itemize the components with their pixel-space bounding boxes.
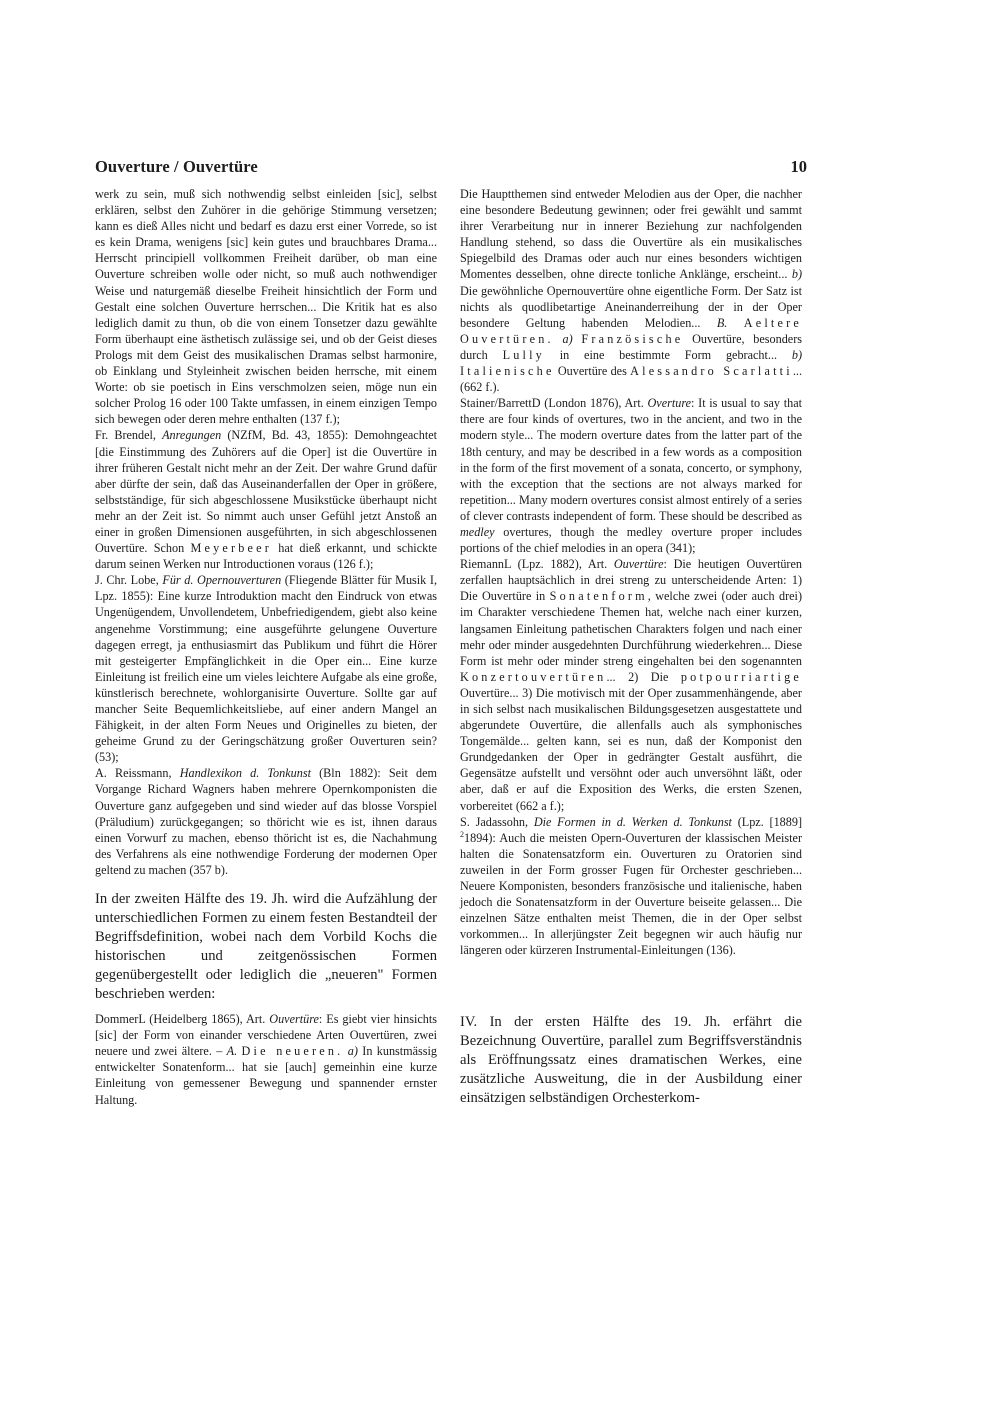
body-paragraph-section-iv: IV. In der ersten Hälfte des 19. Jh. erfährt die Bezeichnung Ouvertüre, parallel zum Begriffsverständnis als Eröffnungssatz eines dramatischen Werkes, eine zusätzliche Ausweitung, die in der Ausbildung einer einsätzigen selbständigen Orchesterkom- bbox=[460, 1013, 802, 1106]
citation-text: Die gewöhnliche Opernouvertüre ohne eigentliche Form. Der Satz ist nichts als quodlibetartige Aneinanderreihung der in der Oper besondere Geltung habenden Melodien... bbox=[460, 283, 802, 330]
spaced-term: Konzertouvertüren bbox=[460, 669, 607, 684]
citation-text: in eine bestimmte Form gebracht... bbox=[544, 347, 792, 362]
citation-text: hat dieß erkannt, und schickte darum seinen Werken nur Introductionen voraus (126 f.); bbox=[95, 541, 437, 572]
citation-text: ... 2) Die bbox=[606, 669, 681, 684]
citation-work: Für d. Opernouverturen bbox=[162, 573, 282, 588]
item-marker: a) bbox=[562, 331, 573, 346]
section-letter: A. bbox=[226, 1044, 238, 1059]
citation-text: , welche zwei (oder auch drei) im Charakter verschiedene Themen hat, welche nach einer kurzen, langsamen Einleitung pathetischen Charakters folgen und nach einer mehr oder minder ausgedehnten Durchführung wiederkehren... Diese Form ist mehr oder minder streng eingehalten bei den sogenannten bbox=[460, 589, 803, 668]
citation-text: (Fliegende Blätter für Musik I, Lpz. 1855): Eine kurze Introduktion macht den Eindruck von etwas Ungenügendem, Unvollendetem, Unbefriedigendem, giebt also keine angenehme Vorstimmung; eine ausgeführte gelungene Ouverture dagegen erregt, ja enthusiasmirt das Publikum und führt die Hörer mit gesteigerter Empfänglichkeit in die Oper ein... Eine kurze Einleitung ist freilich eine um vieles leichtere Aufgabe als eine große, künstlerisch berechnete, wohlorganisirte Ouverture. Sollte gar auf mancher Seite Bequemlichkeitsliebe, auf einer andern Mangel an Fähigkeit, in der alten Form Neues und Originelles zu bieten, der geheime Grund zu der Geringschätzung großer Ouverturen sein? (53); bbox=[95, 573, 437, 765]
citation-text: (Lpz. [1889] bbox=[731, 814, 803, 829]
citation-text: : Es giebt vier hinsichts [sic] der Form von einander verschiedene Arten Ouvertüren, zwei neuere und zwei ältere. – bbox=[95, 1012, 437, 1059]
citation-author: DommerL (Heidelberg 1865), Art. bbox=[95, 1012, 270, 1027]
citation-dommer bbox=[95, 1011, 437, 1108]
citation-work: Anregungen bbox=[162, 428, 222, 443]
citation-dommer-continued bbox=[460, 186, 802, 395]
quote-text: werk zu sein, muß sich nothwendig selbst einleiden [sic], selbst erklären, selbst den Zuhörer in die gehörige Stimmung versetzen; kann es dieß Alles nicht und bedarf es dazu erst einer Vorrede, so ist es kein Drama, wenigens [sic] kein gutes und brauchbares Drama... Herrscht principiell vollkommen Freiheit darüber, ob man eine Ouverture schreiben wolle oder nicht, so muß auch nothwendiger Weise und naturgemäß dieselbe Freiheit hinsichtlich der Form und Gestalt eine solchen Ouverture herrschen... Die Kritik hat es also lediglich damit zu thun, ob die von einem Tonsetzer dazu gewählte Form überhaupt eine ästhetisch zulässige sei, und ob der Geist dieses Prologs mit dem Geist des musikalischen Dramas selbst harmonire, ob Einklang und Styleinheit zwischen beiden herrsche, mit einem Worte: ob sie poetisch in Eins verschmolzen seien, möge nun ein solcher Prolog 16 oder 100 Takte umfassen, in einem einzigen Tempo sich bewegen oder deren mehre enthalten (137 f.); bbox=[95, 187, 437, 427]
left-column bbox=[95, 186, 437, 1108]
spaced-name: Lully bbox=[502, 347, 545, 362]
citation-text: ... (662 f.). bbox=[460, 364, 802, 395]
citation-text: In kunstmässig entwickelter Sonatenform... hat sie [auch] gemeinhin eine kurze Einleitung von gemessener Bewegung und spannender ernster Haltung. bbox=[95, 1044, 438, 1107]
citation-author: J. Chr. Lobe, bbox=[95, 573, 163, 588]
citation-author: A. Reissmann, bbox=[95, 766, 180, 781]
citation-article: Overture bbox=[647, 396, 692, 411]
citation-text: overtures, though the medley overture proper includes portions of the chief melodies in an opera (341); bbox=[460, 524, 802, 556]
spaced-term: Italienische bbox=[460, 364, 555, 379]
citation-stainer bbox=[460, 395, 802, 556]
spaced-name: Alessandro Scarlatti bbox=[630, 364, 793, 379]
item-marker: b) bbox=[791, 267, 802, 282]
spaced-term: potpourriartige bbox=[680, 669, 802, 684]
item-marker: b) bbox=[791, 347, 803, 362]
page-number: 10 bbox=[790, 157, 807, 176]
citation-brendel bbox=[95, 427, 437, 572]
citation-article: Ouvertüre bbox=[613, 557, 664, 572]
citation-text: 1894): Auch die meisten Opern-Ouverturen der klassischen Meister halten die Sonatensatzform ein. Ouverturen zu Oratorien sind zuweilen in der Form grosser Fugen für Orchester geschrieben... Neuere Komponisten, besonders französische und italienische, haben jedoch die Sonatensatzform in der Ouverture beiseite gelassen... Die einzelnen Sätze enthalten meist Themen, die in der Oper selbst vorkommen... In allerjüngster Zeit begegnen wir auch häufig nur längeren oder kürzeren Instrumental-Einleitungen (136). bbox=[460, 830, 802, 958]
page-header bbox=[95, 157, 807, 181]
citation-text: Die Hauptthemen sind entweder Melodien aus der Oper, die nachher eine besondere Bedeutung gewinnen; oder frei gewählt und sammt ihrer Verarbeitung nur in innerer Beziehung zur nachfolgenden Handlung stehend, so dass die Ouvertüre als ein musikalisches Spiegelbild des Dramas oder auch nur eines besonders wichtigen Momentes desselben, ohne directe tonliche Anklänge, erscheint... bbox=[460, 187, 802, 282]
spaced-name: Meyerbeer bbox=[190, 541, 273, 556]
spaced-term: Sonatenform bbox=[549, 589, 648, 604]
section-letter: B. bbox=[716, 315, 728, 330]
spaced-heading: Die neueren. bbox=[241, 1044, 344, 1059]
spaced-heading: Aeltere Ouvertüren. bbox=[460, 315, 802, 346]
citation-author: S. Jadassohn, bbox=[460, 814, 534, 829]
citation-work: Handlexikon d. Tonkunst bbox=[179, 766, 311, 781]
citation-article: Ouvertüre bbox=[269, 1012, 319, 1027]
page-title: Ouverture / Ouvertüre bbox=[95, 157, 258, 176]
citation-author: Stainer/BarrettD (London 1876), Art. bbox=[460, 396, 648, 411]
edition-superscript: 2 bbox=[460, 829, 464, 839]
citation-author: Fr. Brendel, bbox=[95, 428, 163, 443]
item-marker: a) bbox=[347, 1044, 358, 1059]
citation-reissmann bbox=[95, 765, 437, 878]
citation-text: (NZfM, Bd. 43, 1855): Demohngeachtet [die Einstimmung des Zuhörers auf die Oper] ist die Ouvertüre in ihrer früheren Gestalt nicht mehr an der Zeit. Der wahre Grund dafür aber dürfte der sein, daß das Auseinanderfallen der Oper in größere, selbstständige, für sich abgeschlossene Musikstücke überhaupt nicht mehr an der Zeit ist. So nimmt auch unser Gefühl jetzt Anstoß an einer in großen Dimensionen ausgeführten, in sich abgeschlossenen Ouvertüre. Schon bbox=[95, 428, 437, 556]
body-paragraph: In der zweiten Hälfte des 19. Jh. wird die Aufzählung der unterschiedlichen Formen zu einem festen Bestandteil der Begriffsdefinition, wobei nach dem Vorbild Kochs die historischen und zeitgenössischen Formen gegenübergestellt oder lediglich die „neueren" Formen beschrieben werden: bbox=[95, 891, 437, 1003]
right-column bbox=[460, 186, 802, 1108]
citation-text: Ouvertüre, besonders durch bbox=[460, 331, 802, 362]
citation-lobe bbox=[95, 572, 437, 765]
quote-continuation bbox=[95, 186, 437, 427]
citation-work: Die Formen in d. Werken d. Tonkunst bbox=[533, 814, 732, 829]
citation-jadassohn bbox=[460, 814, 802, 959]
citation-text: : It is usual to say that there are four kinds of overtures, two in the ancient, and two in the modern style... The modern overture dates from the latter part of the 18th century, and may be described in a few words as a composition in the form of the first movement of a sonata, concerto, or symphony, with the exception that the sections are not always marked for repetition... Many modern overtures consist almost entirely of a series of clever contrasts independent of form. These should be described as bbox=[460, 396, 803, 523]
citation-author: RiemannL (Lpz. 1882), Art. bbox=[460, 557, 614, 572]
spaced-term: Französische bbox=[581, 331, 684, 346]
citation-text: (Bln 1882): Seit dem Vorgange Richard Wagners haben mehrere Opernkomponisten die Ouverture ganz aufgegeben und sind wieder auf das blosse Vorspiel (Präludium) zurückgegangen; so thöricht wie es ist, ihnen daraus einen Vorwurf zu machen, ebenso thöricht ist es, die Nachahmung des Verfahrens als eine nothwendige Forderung der modernen Oper geltend zu machen (357 b). bbox=[95, 766, 437, 877]
citation-text: Ouvertüre des bbox=[554, 364, 631, 379]
citation-text: : Die heutigen Ouvertüren zerfallen hauptsächlich in drei streng zu unterscheidende Arten: 1) Die Ouvertüre in bbox=[460, 557, 802, 604]
citation-text: Ouvertüre... 3) Die motivisch mit der Oper zusammenhängende, aber in sich selbst nach musikalischen Bildungsgesetzen ausgestattete und abgerundete Ouvertüre, die allenfalls auch als symphonisches Tongemälde... gelten kann, sei es nun, daß der Komponist den Grundgedanken der Oper in gedrängter Gestalt ausführt, die Gegensätze aufstellt und versöhnt oder auch unversöhnt läßt, oder aber, daß er auf die Exposition des Werks, die ersten Szenen, vorbereitet (662 a f.); bbox=[460, 685, 802, 813]
citation-riemann bbox=[460, 556, 802, 814]
emphasis-term: medley bbox=[460, 524, 495, 539]
